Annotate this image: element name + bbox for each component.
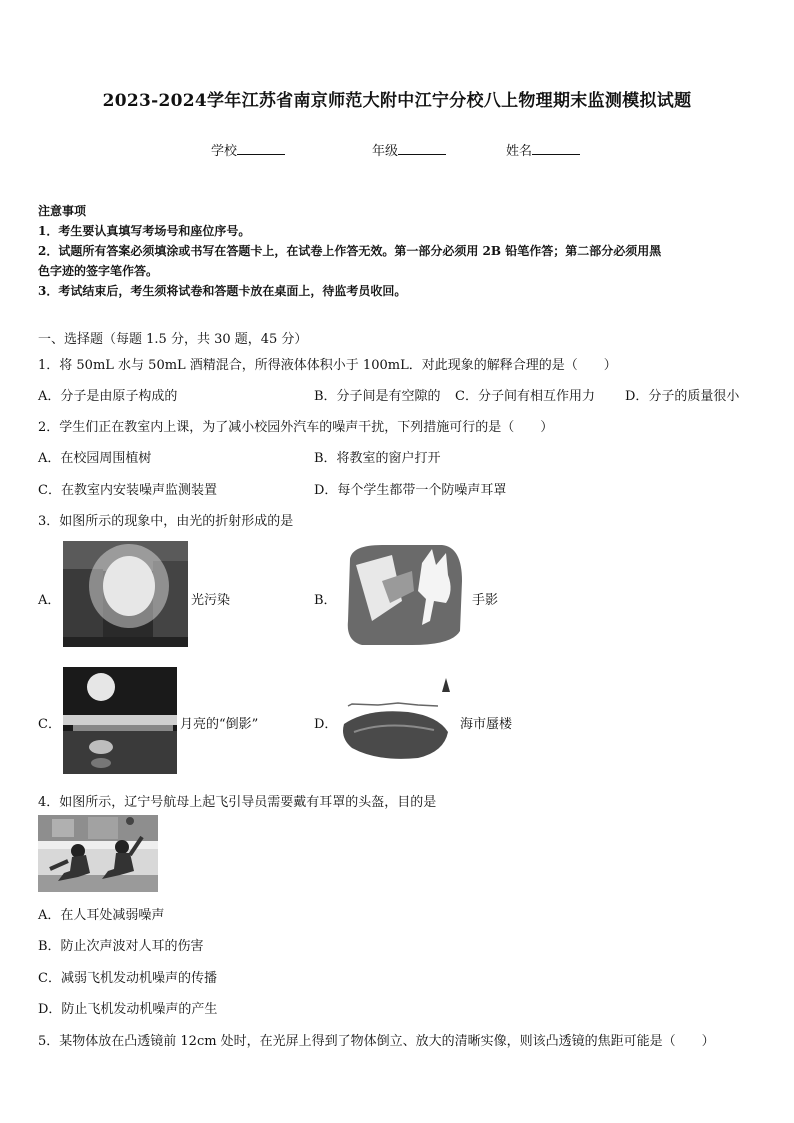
q3-caption-b: 手影	[472, 593, 499, 608]
light-pollution-image	[63, 541, 188, 647]
q3-option-b-label[interactable]: B．	[314, 593, 337, 608]
q2-stem: 2．学生们正在教室内上课，为了减小校园外汽车的噪声干扰，下列措施可行的是（ ）	[38, 420, 554, 435]
q3-option-c-label[interactable]: C．	[38, 717, 61, 732]
grade-label: 年级	[372, 144, 399, 159]
q5-stem: 5．某物体放在凸透镜前 12cm 处时，在光屏上得到了物体倒立、放大的清晰实像，则该凸透镜的焦距可能是（ ）	[38, 1034, 715, 1049]
q4-option-c[interactable]: C．减弱飞机发动机噪声的传播	[38, 971, 217, 986]
q3-caption-d: 海市蜃楼	[460, 717, 513, 732]
q4-stem: 4．如图所示，辽宁号航母上起飞引导员需要戴有耳罩的头盔，目的是	[38, 795, 437, 810]
name-label: 姓名	[506, 144, 533, 159]
q1-stem: 1．将 50mL 水与 50mL 酒精混合，所得液体体积小于 100mL．对此现象的解释合理的是（ ）	[38, 358, 617, 373]
section-heading: 一、选择题（每题 1.5 分，共 30 题，45 分）	[38, 332, 308, 347]
hand-shadow-image	[342, 541, 465, 647]
flight-deck-crew-image	[38, 815, 158, 892]
notice-heading: 注意事项	[38, 204, 87, 218]
notice-item: 1．考生要认真填写考场号和座位序号。	[38, 224, 251, 238]
school-blank[interactable]	[237, 142, 285, 155]
q1-option-c[interactable]: C．分子间有相互作用力	[455, 389, 595, 404]
notice-block	[38, 201, 661, 301]
grade-field[interactable]	[372, 140, 446, 159]
q2-option-d[interactable]: D．每个学生都带一个防噪声耳罩	[314, 483, 507, 498]
grade-blank[interactable]	[398, 142, 446, 155]
q3-option-d-label[interactable]: D．	[314, 717, 338, 732]
q4-option-d[interactable]: D．防止飞机发动机噪声的产生	[38, 1002, 218, 1017]
notice-item: 色字迹的签字笔作答。	[38, 264, 159, 278]
q2-option-b[interactable]: B．将教室的窗户打开	[314, 451, 441, 466]
q1-option-b[interactable]: B．分子间是有空隙的	[314, 389, 441, 404]
mirage-image	[338, 672, 460, 770]
q1-option-d[interactable]: D．分子的质量很小	[625, 389, 740, 404]
notice-item: 2．试题所有答案必须填涂或书写在答题卡上，在试卷上作答无效。第一部分必须用 2B 铅笔作答；第二部分必须用黑	[38, 244, 662, 258]
q3-caption-c: 月亮的“倒影”	[180, 717, 259, 732]
q1-option-a[interactable]: A．分子是由原子构成的	[38, 389, 178, 404]
moon-reflection-image	[63, 667, 177, 774]
q3-option-a-label[interactable]: A．	[38, 593, 61, 608]
name-field[interactable]	[506, 140, 580, 159]
school-field[interactable]	[211, 140, 285, 159]
q3-stem: 3．如图所示的现象中，由光的折射形成的是	[38, 514, 294, 529]
q2-option-a[interactable]: A．在校园周围植树	[38, 451, 152, 466]
school-label: 学校	[211, 144, 238, 159]
q2-option-c[interactable]: C．在教室内安装噪声监测装置	[38, 483, 217, 498]
q4-option-b[interactable]: B．防止次声波对人耳的伤害	[38, 939, 204, 954]
page-title: 2023-2024学年江苏省南京师范大附中江宁分校八上物理期末监测模拟试题	[102, 91, 692, 111]
notice-item: 3．考试结束后，考生须将试卷和答题卡放在桌面上，待监考员收回。	[38, 284, 407, 298]
q3-caption-a: 光污染	[191, 593, 231, 608]
name-blank[interactable]	[532, 142, 580, 155]
q4-option-a[interactable]: A．在人耳处减弱噪声	[38, 908, 165, 923]
